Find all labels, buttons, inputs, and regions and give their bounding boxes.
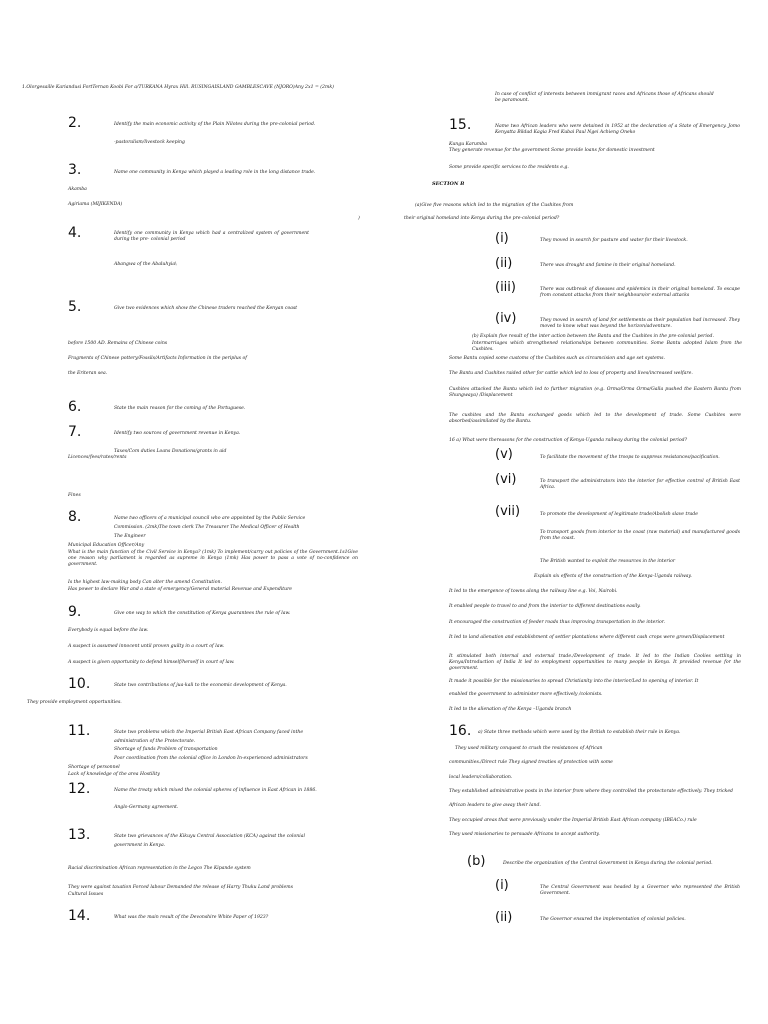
answer-text: It led to the alienation of the Kenya –Uganda branch — [449, 707, 572, 712]
question-number: 10. — [68, 676, 91, 692]
question-text: Identify two sources of government revenue in Kenya. — [114, 431, 241, 436]
question-text: Give one way to which the constitution of Kenya guarantees the rule of law. — [114, 611, 291, 616]
question-number: (b) — [467, 854, 486, 869]
answer-text: It enabled people to travel to and from the interior to different destinations easily. — [449, 604, 641, 609]
question-text: Name two African leaders who were detained in 1952 at the declaration of a State of Emergency. Jomo Kenyatta Bildad Kagia Fred Kubai Paul Ngei Achieng Oneko — [495, 124, 740, 136]
question-text: (a)Give five reasons which led to the migration of the Cushites from — [415, 203, 574, 208]
answer-text: They moved in search of land for settlements as their population had increased. They moved to know what was beyond the horizon/adventure. — [540, 318, 740, 330]
roman-numeral: (vii) — [495, 504, 521, 519]
answer-text: The Central Government was headed by a Governor who represented the British Government. — [540, 885, 740, 897]
question-number: 14. — [68, 908, 91, 924]
answer-text: They used military conquest to crush the resistances of African — [455, 746, 603, 751]
answer-text: Racial discrimination African representation in the Legco The Kipande system — [68, 866, 251, 871]
answer-text: A suspect is assumed innocent until proven guilty in a court of law. — [68, 644, 225, 649]
question-text: Shortage of funds Problem of transportation — [114, 747, 218, 752]
question-number: 5. — [68, 299, 82, 315]
answer-text: Fragments of Chinese pottery/Fossils/Artifacts Information in the periplus of — [68, 356, 247, 361]
answer-text: The cushites and the Bantu exchanged goods which led to the development of trade. Some Cushites were absorbed/assimilated by the Bantu. — [449, 413, 741, 425]
answer-text: Some Bantu copied some customs of the Cushites such as circumcision and age set systems. — [449, 356, 665, 361]
question-text: (b) Explain five result of the inter action between the Bantu and the Cushites in the pre-colonial period. — [472, 334, 714, 339]
answer-text: It led to land alienation and establishment of settler plantations where different cash crops were grown/Displacement — [449, 635, 725, 640]
question-number: 15. — [449, 117, 472, 133]
question-text: Describe the organization of the Central Government in Kenya during the colonial period. — [503, 861, 713, 866]
answer-text: They used missionaries to persuade Africans to accept authority. — [449, 832, 600, 837]
question-number: 2. — [68, 115, 82, 131]
answer-text: African leaders to give away their land. — [449, 803, 541, 808]
question-text: government in Kenya. — [114, 843, 166, 848]
question-text: a) State three methods which were used by the British to establish their rule in Kenya. — [478, 730, 681, 735]
question-text: State two problems which the Imperial British East African Company faced inthe — [114, 730, 304, 735]
answer-text: local leaders/collaboration. — [449, 775, 513, 780]
answer-text: To transport the administrators into the interior for effective control of British East Africa. — [540, 479, 740, 491]
question-text: What was the main result of the Devonshire White Paper of 1923? — [114, 915, 269, 920]
answer-text: In case of conflict of interests between immigrant races and Africans those of Africans should be paramount. — [495, 92, 714, 104]
answer-text: Some provide specific services to the residents e.g. — [449, 165, 569, 170]
answer-text: before 1500 AD. Remains of Chinese coins — [68, 341, 168, 346]
answer-text: They moved in search for pasture and water for their livestock. — [540, 238, 688, 243]
section-heading: SECTION B — [432, 181, 465, 187]
answer-text: They were against taxation Forced labour Demanded the release of Harry Thuku Land problems — [68, 885, 293, 890]
question-text: Name one community in Kenya which played a leading role in the long distance trade. — [114, 170, 316, 175]
answer-text: -pastoralism/livestock keeping — [114, 140, 185, 145]
answer-text: the Eriteran sea. — [68, 371, 108, 376]
question-text: Give two evidences which show the Chinese traders reached the Kenyan coast — [114, 306, 298, 311]
answer-text: It made it possible for the missionaries to spread Christianity into the interior/Led to opening of interior. It — [449, 679, 699, 684]
question-text: Name two officers of a municipal council who are appointed by the Public Service — [114, 516, 306, 521]
answer-text: Shortage of personnel — [68, 765, 120, 770]
answer-text: Fines — [68, 493, 81, 498]
answer-text: To facilitate the movement of the troops to suppress resistances/pacification. — [540, 455, 720, 460]
question-text: Name the treaty which mixed the colonial spheres of influence in East African in 1886. — [114, 788, 317, 793]
answer-text: It led to the emergence of towns along the railway line e.g. Voi, Nairobi. — [449, 589, 618, 594]
answer-text: The British wanted to exploit the resources in the interior — [540, 559, 676, 564]
answer-text: A suspect is given opportunity to defend himself/herself in court of law. — [68, 660, 235, 665]
answer-text: To transport goods from interior to the coast (raw material) and manufactured goods from the coast. — [540, 530, 740, 542]
roman-numeral: (ii) — [495, 256, 513, 271]
answer-text: Akamba — [68, 187, 87, 192]
question-text: their original homeland into Kenya during the pre-colonial period? — [404, 216, 560, 221]
question-number: 16. — [449, 723, 472, 739]
roman-numeral: (iii) — [495, 280, 516, 295]
question-text: State two contributions of jua-kali to the economic development of Kenya. — [114, 683, 287, 688]
question-text: State the main reason for the coming of the Portuguese. — [114, 406, 246, 411]
question-number: 12. — [68, 781, 91, 797]
answer-text: Everybody is equal before the law. — [68, 628, 149, 633]
answer-text: Kungu Karumba — [449, 142, 487, 147]
roman-numeral: (i) — [495, 878, 509, 893]
answer-text: Cultural Issues — [68, 892, 104, 897]
answer-text: Abangwa of the Abaluhyia\ — [114, 262, 177, 267]
question-text: State two grievances of the Kikuyu Central Association (KCA) against the colonial — [114, 834, 305, 839]
answer-text: It encouraged the construction of feeder roads thus improving transportation in the interior. — [449, 620, 665, 625]
answer-text: They established administrative posts in the interior from where they controlled the protectorate effectively. They tricked — [449, 789, 733, 794]
question-text: Commission. (2mk)The town clerk The Treasurer The Medical Officer of Health — [114, 525, 300, 530]
answer-text: There was drought and famine in their original homeland. — [540, 263, 676, 268]
answer-text: Agiriama (MIJIKENDA) — [68, 202, 123, 207]
question-number: 4. — [68, 225, 82, 241]
answer-text: Is the highest law-making body Can alter the amend Constitution. — [68, 580, 222, 585]
roman-numeral: (vi) — [495, 472, 517, 487]
answer-text: Intermarriages which strengthened relationships between communities. Some Bantu adopted Islam from the Cushites. — [472, 341, 742, 353]
answer-text: What is the main function of the Civil Service in Kenya? (1mk) To implement/carry out policies of the Government.1s1Give one reason why parliament is regarded as supreme in Kenya (1mk) Has power to pass a vote of no-confidence on government. — [68, 550, 358, 568]
answer-text: The Governor ensured the implementation of colonial policies. — [540, 917, 686, 922]
answer-text: It stimulated both internal and external trade./Development of trade. It led to the Indian Coolies settling in Kenya/Introduction of India It led to employment opportunities to many people in Kenya. It provided revenue for the government. — [449, 654, 741, 672]
answer-text: Licences/fees/rates/rents — [68, 455, 127, 460]
answer-text: The Bantu and Cushites raided other for cattle which led to loss of property and lives/increased welfare. — [449, 371, 693, 376]
answer-text: To promote the development of legitimate trade/Abolish slave trade — [540, 512, 698, 517]
roman-numeral: (v) — [495, 447, 513, 462]
answer-text: Lack of knowledge of the area Hostility — [68, 772, 160, 777]
question-text: The Engineer — [114, 534, 146, 539]
answer-text: They occupied areas that were previously under the Imperial British East African company (IBEACo.) rule — [449, 818, 697, 823]
question-number: 7. — [68, 424, 82, 440]
roman-numeral: (ii) — [495, 910, 513, 925]
question-text: administration of the Protectorate. — [114, 739, 196, 744]
question-text: 16 a) What were thereasons for the construction of Kenya-Uganda railway during the colonial period? — [449, 438, 688, 443]
answer-text: They provide employment opportunities. — [27, 700, 122, 705]
question-number: 9. — [68, 604, 82, 620]
answer-text: Anglo-Germany agreement. — [114, 805, 179, 810]
question-number: 13. — [68, 827, 91, 843]
answer-text: communities./Direct rule They signed treaties of protection with some — [449, 760, 613, 765]
question-number: 3. — [68, 162, 82, 178]
question-text: Identify the main economic activity of the Plain Nilotes during the pre-colonial period. — [114, 122, 316, 127]
answer-text: Taxes/Com duties Loans Donations/grants in aid — [114, 449, 227, 454]
answer-text: They generate revenue for the government Some provide loans for domestic investment — [449, 148, 655, 153]
roman-numeral: (iv) — [495, 311, 517, 326]
answer-text: Has power to declare War and a state of emergency/General material Revenue and Expenditure — [68, 587, 292, 592]
question-number: 11. — [68, 723, 91, 739]
question-number: 8. — [68, 509, 82, 525]
question-number: 6. — [68, 399, 82, 415]
question-text: Identify one community in Kenya which had a centralized system of government during the pre- colonial period — [114, 231, 309, 243]
answer-text: enabled the government to administer more effectively /colonists. — [449, 692, 603, 697]
question-text: Explain six effects of the construction of the Kenya-Uganda railway. — [534, 574, 692, 579]
roman-numeral: (i) — [495, 231, 509, 246]
stray-mark: ) — [358, 216, 360, 221]
answer-text: Municipal Education Officer/Any — [68, 543, 145, 548]
header-answers: 1.Olorgesaille Kariandusi FortTernan Koobi For a/TURKANA Hyrax Hill. RUSINGAISLAND GAMBLESCAVE (NJORO)Any 2x1 = (2mk) — [22, 85, 334, 90]
question-text: Poor coordination from the colonial office in London In-experienced administrators — [114, 756, 308, 761]
answer-text: Cushites attacked the Bantu which led to further migration (e.g. Orma/Orma Orma/Galla pushed the Eastern Bantu from Shungwaya) /Displacement — [449, 387, 741, 399]
answer-text: There was outbreak of diseases and epidemics in their original homeland. To escape from constant attacks from their neighbours/or external attacks — [540, 287, 740, 299]
